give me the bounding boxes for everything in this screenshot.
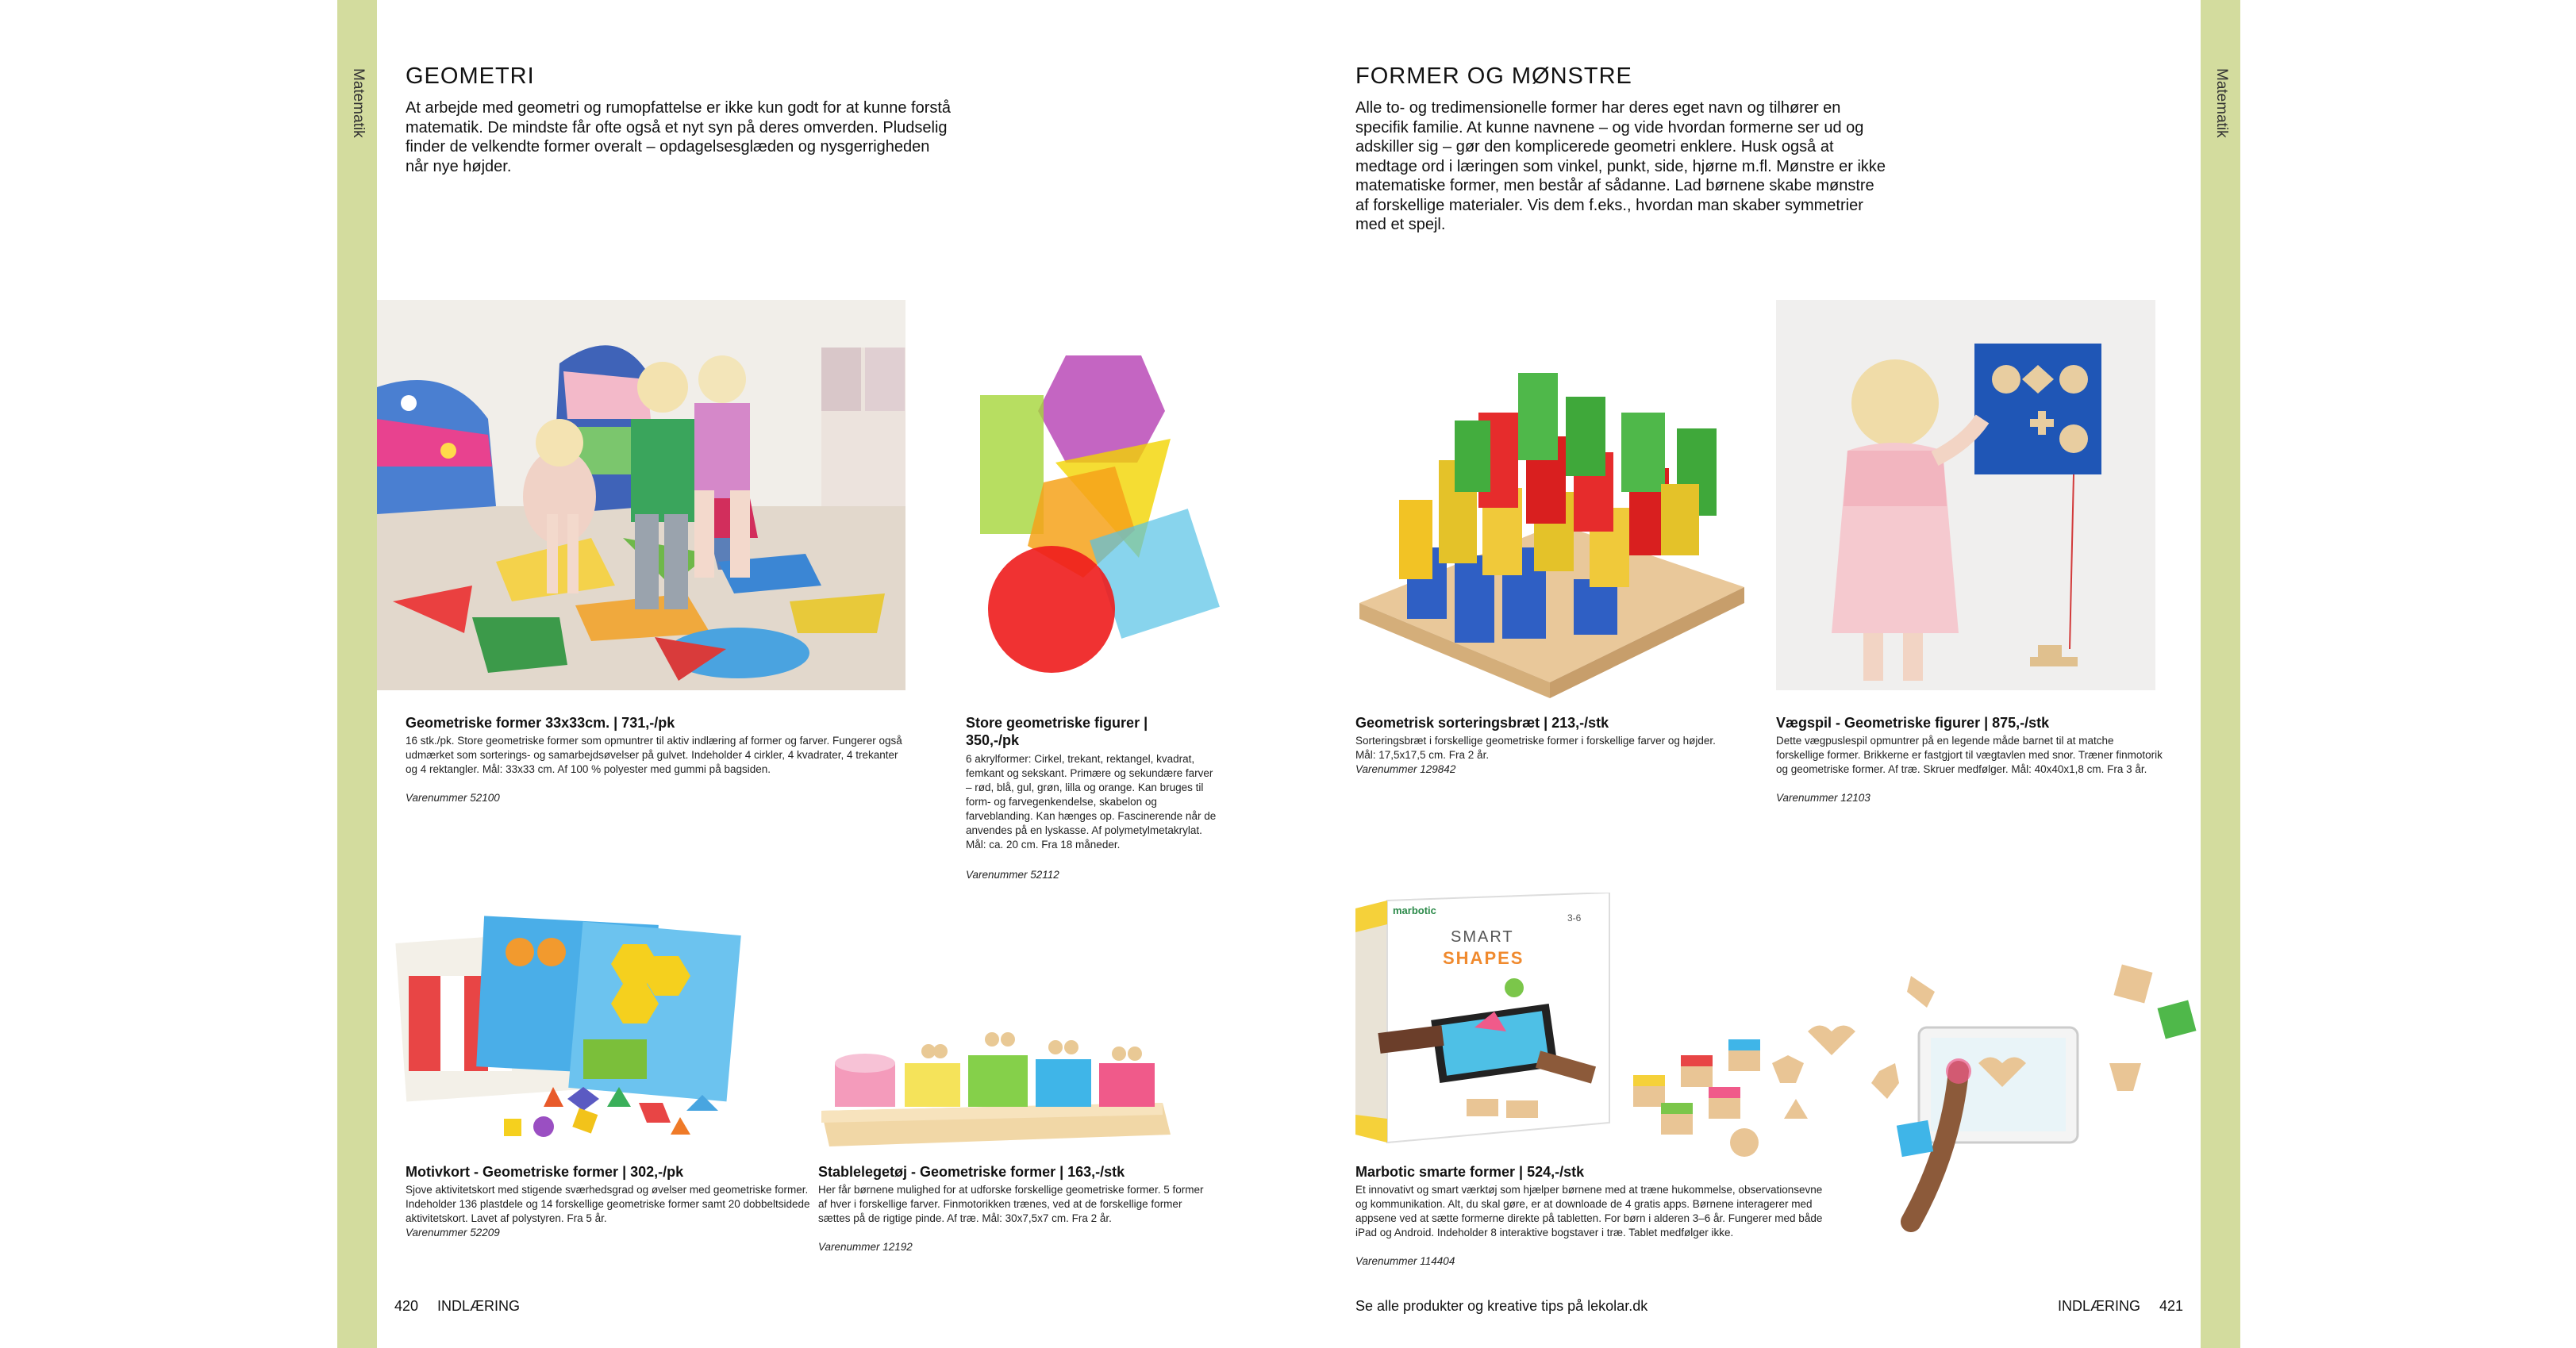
product-desc-floor-shapes: 16 stk./pk. Store geometriske former som opmuntrer til aktiv indlæring af former og farver. Fungerer også udmærket som sorterings- og samarbejdsøvelser på gulvet. Indeholder 4 cirkler, 4 kvadrater, 4 trekanter og 4 rektangler. Mål: 33x33 cm. Af 100 % polyester med gummi på bagsiden. — [406, 735, 902, 775]
product-number-floor-shapes: Varenummer 52100 — [406, 792, 500, 804]
footer-page-number-left: 420 — [394, 1298, 419, 1314]
product-photo-motif-cards — [385, 897, 742, 1150]
box-title-smart: SMART — [1451, 928, 1514, 946]
product-photo-acrylic-shapes — [964, 348, 1226, 697]
product-desc-sorting-board: Sorteringsbræt i forskellige geometriske former i forskellige farver og højder. Mål: 17,5x17,5 cm. Fra 2 år. — [1355, 735, 1716, 761]
footer-section-right: INDLÆRING — [2058, 1298, 2141, 1314]
product-title-sorting-board: Geometrisk sorteringsbræt | 213,-/stk — [1355, 715, 1609, 731]
page-heading-geometri: GEOMETRI — [406, 63, 535, 89]
product-photo-sorting-board — [1351, 365, 1748, 698]
product-number-motif-cards: Varenummer 52209 — [406, 1227, 500, 1239]
product-desc-motif-cards: Sjove aktivitetskort med stigende sværhedsgrad og øvelser med geometriske former. Indeholder 136 plastdele og 14 forskellige geometriske former samt 20 dobbeltsidede aktivitetskort. Lavet af polystyren. Fra 5 år. — [406, 1184, 810, 1224]
product-title-marbotic: Marbotic smarte former | 524,-/stk — [1355, 1164, 1585, 1180]
product-number-acrylic-shapes: Varenummer 52112 — [966, 869, 1059, 881]
product-title-wall-game: Vægspil - Geometriske figurer | 875,-/stk — [1776, 715, 2050, 731]
product-desc-stacking-toy: Her får børnene mulighed for at udforske forskellige geometriske former. 5 former af hver i forskellige farver. Finmotorikken trænes, ved at de forskellige former sættes på de rigtige pinde. Af træ. Mål: 30x7,5x7 cm. Fra 2 år. — [818, 1184, 1204, 1224]
intro-text-geometri: At arbejde med geometri og rumopfattelse er ikke kun godt for at kunne forstå matematik. De mindste får ofte også et nyt syn på deres omverden. Pludselig finder de velkendte former overalt – opdagelsesglæden og nysgerrigheden når nye højder. — [406, 99, 952, 175]
page-heading-former: FORMER OG MØNSTRE — [1355, 63, 1632, 89]
left-spine-bar — [337, 0, 377, 1348]
product-desc-acrylic-shapes: 6 akrylformer: Cirkel, trekant, rektangel, kvadrat, femkant og sekskant. Primære og sekundære farver – rød, blå, gul, grøn, lilla og orange. Kan bruges til form- og farvegenkendelse, skabelon og farveblanding. Kan hænges op. Fascinerende når de anvendes på en lyskasse. Af polymetylmetakrylat. Mål: ca. 20 cm. Fra 18 måneder. — [966, 753, 1217, 851]
product-number-wall-game: Varenummer 12103 — [1776, 792, 1870, 804]
product-number-sorting-board: Varenummer 129842 — [1355, 763, 1456, 775]
left-spine-label: Matematik — [350, 68, 367, 138]
product-number-marbotic: Varenummer 114404 — [1355, 1255, 1455, 1267]
product-desc-marbotic: Et innovativt og smart værktøj som hjælper børnene med at træne hukommelse, observationsevne og kommunikation. Alt, du skal gøre, er at downloade de 4 gratis apps. Børnene interagerer med appsene ved at sætte formerne direkte på tabletten. For børn i alderen 3–6 år. Fungerer med både iPad og Android. Indeholder 8 interaktive bogstaver i træ. Tablet medfølger ikke. — [1355, 1184, 1823, 1239]
right-spine-bar — [2201, 0, 2240, 1348]
footer-page-number-right: 421 — [2159, 1298, 2184, 1314]
box-brand-logo: marbotic — [1393, 904, 1436, 916]
product-title-stacking-toy: Stablelegetøj - Geometriske former | 163,-/stk — [818, 1164, 1125, 1180]
product-photo-floor-shapes — [377, 300, 905, 690]
footer-section-left: INDLÆRING — [437, 1298, 521, 1314]
product-title-acrylic-shapes: Store geometriske figurer | 350,-/pk — [966, 715, 1148, 748]
footer-promo-link[interactable]: Se alle produkter og kreative tips på lekolar.dk — [1355, 1298, 1648, 1314]
right-page — [1304, 0, 2240, 1348]
product-desc-wall-game: Dette vægpuslespil opmuntrer på en legende måde barnet til at matche forskellige former. Brikkerne er fastgjort til vægtavlen med snor. Træner finmotorik og geometriske former. Af træ. Skruer medfølger. Mål: 40x40x1,8 cm. Fra 3 år. — [1776, 735, 2163, 775]
left-page — [337, 0, 1304, 1348]
intro-text-former: Alle to- og tredimensionelle former har deres eget navn og tilhører en specifik familie. At kunne navnene – og vide hvordan formerne ser ud og adskiller sig – gør den komplicerede geometri enklere. Husk også at medtage ord i læringen som vinkel, punkt, side, hjørne m.fl. Mønstre er ikke matematiske former, men består af sådanne. Lad børnene skabe mønstre af forskellige materialer. Vis dem f.eks., hvordan man skaber symmetrier med et spejl. — [1355, 99, 1886, 233]
product-photo-wall-game — [1776, 300, 2155, 690]
right-spine-label: Matematik — [2213, 68, 2230, 138]
box-title-shapes: SHAPES — [1443, 948, 1524, 968]
product-photo-stacking-toy — [813, 1008, 1178, 1150]
product-title-floor-shapes: Geometriske former 33x33cm. | 731,-/pk — [406, 715, 675, 731]
product-number-stacking-toy: Varenummer 12192 — [818, 1241, 913, 1253]
box-age-label: 3-6 — [1567, 912, 1582, 924]
product-title-motif-cards: Motivkort - Geometriske former | 302,-/pk — [406, 1164, 684, 1180]
